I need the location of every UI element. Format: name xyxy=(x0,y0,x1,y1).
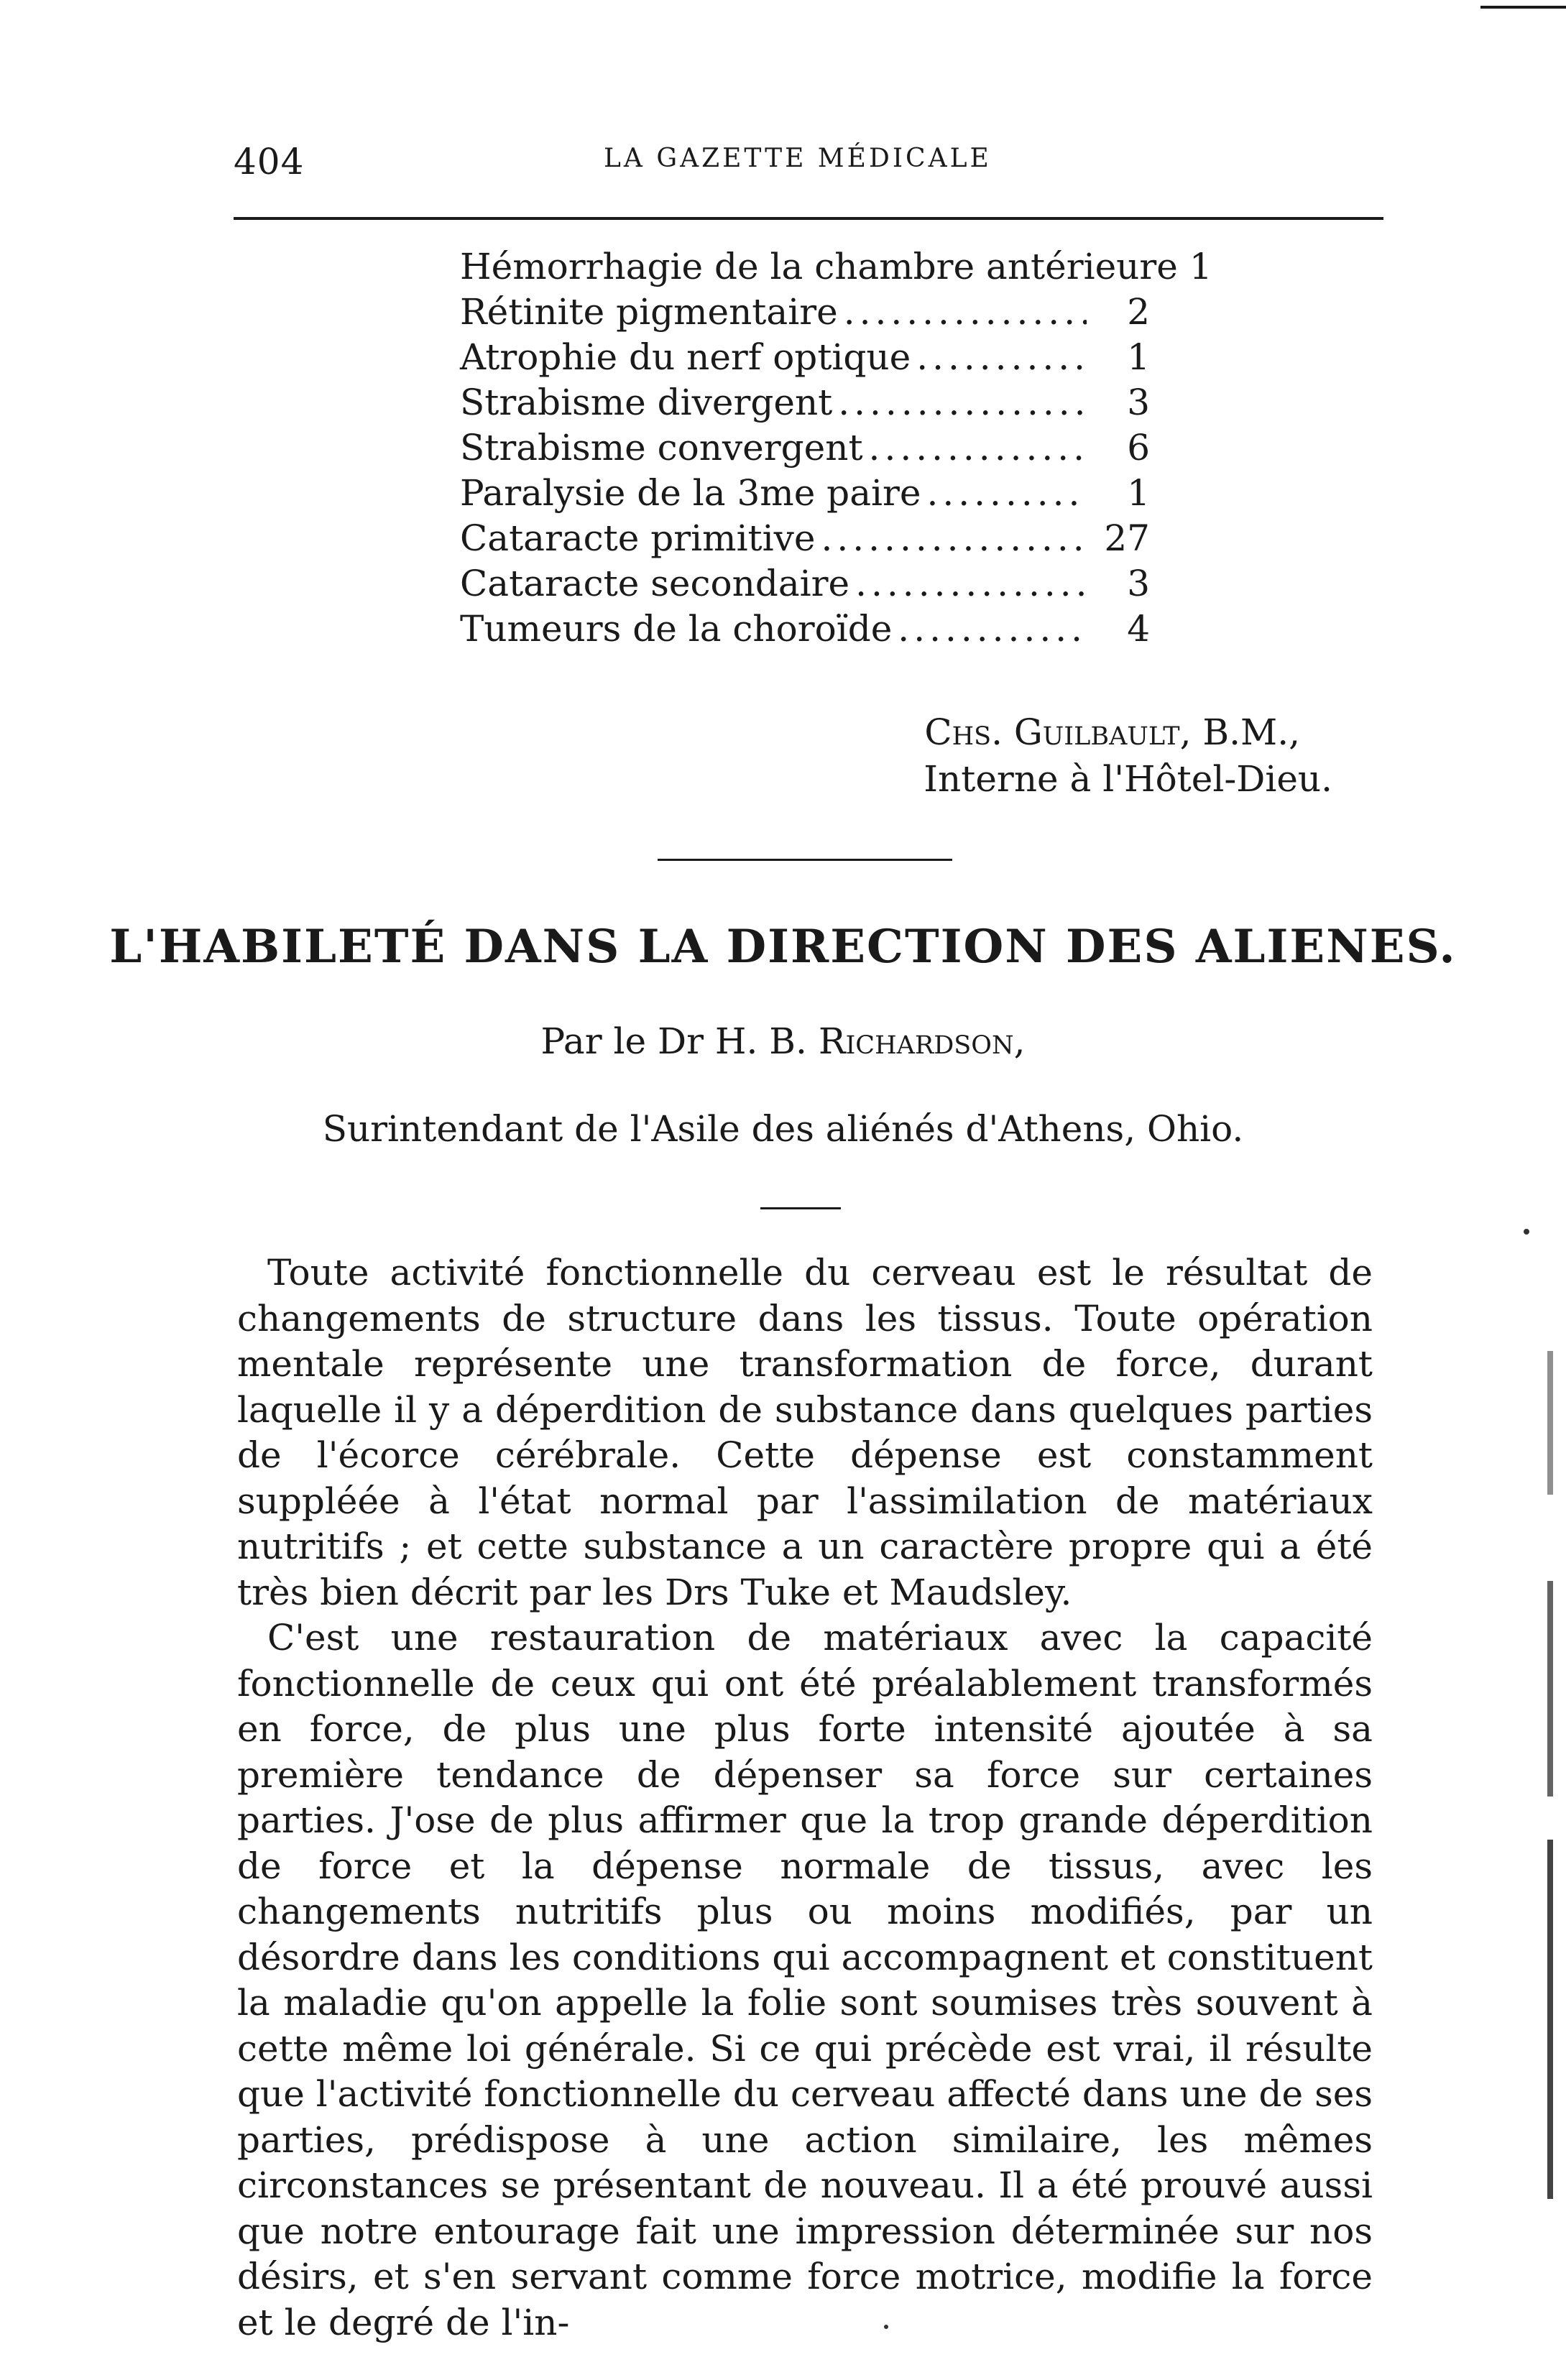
list-item xyxy=(460,382,1150,427)
dot-leader xyxy=(869,427,1087,469)
case-count: 3 xyxy=(1127,563,1150,604)
scan-speck xyxy=(884,2325,888,2329)
signature-name: Chs. Guilbault, B.M., xyxy=(924,711,1300,753)
list-item xyxy=(460,246,1212,291)
scan-edge-mark xyxy=(1547,1840,1553,2199)
list-item xyxy=(460,517,1150,563)
list-item xyxy=(460,427,1150,472)
case-count: 4 xyxy=(1127,608,1150,650)
author-affiliation: Surintendant de l'Asile des aliénés d'Athens, Ohio. xyxy=(322,1108,1244,1150)
short-divider xyxy=(760,1207,841,1209)
list-item xyxy=(460,472,1150,517)
article-title: L'HABILETÉ DANS LA DIRECTION DES ALIENES. xyxy=(109,920,1457,974)
dot-leader xyxy=(926,472,1087,514)
dot-leader xyxy=(838,382,1087,423)
dot-leader xyxy=(898,608,1087,650)
list-item xyxy=(460,336,1150,382)
diagnosis-label: Cataracte secondaire xyxy=(460,563,850,604)
case-count: 1 xyxy=(1127,336,1150,378)
author-name: Richardson, xyxy=(818,1020,1026,1062)
section-divider xyxy=(658,859,952,861)
diagnosis-label: Hémorrhagie de la chambre antérieure xyxy=(460,246,1178,287)
statistics-list xyxy=(460,246,1212,653)
case-count: 3 xyxy=(1127,382,1150,423)
list-item xyxy=(460,608,1150,653)
paragraph: C'est une restauration de matériaux avec la capacité fonctionnelle de ceux qui ont été préalablement transformés en force, de plus une plus forte intensité ajoutée à sa première tendance de dépenser sa force sur certaines parties. J'ose de plus affirmer que la trop grande déperdition de force et la dépense normale de tissus, avec les changements nutritifs plus ou moins modifiés, par un désordre dans les conditions qui accompagnent et constituent la maladie qu'on appelle la folie sont soumises très souvent à cette même loi générale. Si ce qui précède est vrai, il résulte que l'activité fonctionnelle du cerveau affecté dans une de ses parties, prédispose à une action similaire, les mêmes circonstances se présentant de nouveau. Il a été prouvé aussi que notre entourage fait une impression déterminée sur nos désirs, et s'en servant comme force motrice, modifie la force et le degré de l'in- xyxy=(237,1617,1373,2343)
dot-leader xyxy=(844,291,1087,333)
article-body xyxy=(237,1250,1373,2346)
scan-edge-mark xyxy=(1547,1351,1553,1495)
dot-leader xyxy=(855,563,1087,604)
dot-leader xyxy=(821,517,1087,559)
corner-rule xyxy=(1480,6,1566,9)
case-count: 27 xyxy=(1104,517,1150,559)
scan-speck xyxy=(1524,1229,1529,1235)
diagnosis-label: Cataracte primitive xyxy=(460,517,816,559)
diagnosis-label: Paralysie de la 3me paire xyxy=(460,472,921,514)
byline-prefix: Par le Dr H. B. xyxy=(540,1020,807,1062)
dot-leader xyxy=(916,336,1087,378)
diagnosis-label: Rétinite pigmentaire xyxy=(460,291,838,333)
diagnosis-label: Atrophie du nerf optique xyxy=(460,336,911,378)
list-item xyxy=(460,563,1150,608)
header-rule xyxy=(234,217,1383,220)
diagnosis-label: Strabisme divergent xyxy=(460,382,833,423)
article-byline xyxy=(0,1020,1566,1062)
case-count: 1 xyxy=(1189,246,1212,287)
case-count: 6 xyxy=(1127,427,1150,469)
scan-edge-mark xyxy=(1547,1581,1553,1796)
case-count: 2 xyxy=(1127,291,1150,333)
list-item xyxy=(460,291,1150,336)
paragraph: Toute activité fonctionnelle du cerveau est le résultat de changements de structure dans les tissus. Toute opération mentale représente une transformation de force, durant laquelle il y a déperdition de substance dans quelques parties de l'écorce cérébrale. Cette dépense est constamment suppléée à l'état normal par l'assimilation de matériaux nutritifs ; et cette substance a un caractère propre qui a été très bien décrit par les Drs Tuke et Maudsley. xyxy=(237,1252,1373,1613)
diagnosis-label: Strabisme convergent xyxy=(460,427,863,469)
page-number: 404 xyxy=(234,141,305,183)
journal-title: LA GAZETTE MÉDICALE xyxy=(604,144,992,173)
signature-role: Interne à l'Hôtel-Dieu. xyxy=(924,758,1332,800)
diagnosis-label: Tumeurs de la choroïde xyxy=(460,608,893,650)
case-count: 1 xyxy=(1127,472,1150,514)
